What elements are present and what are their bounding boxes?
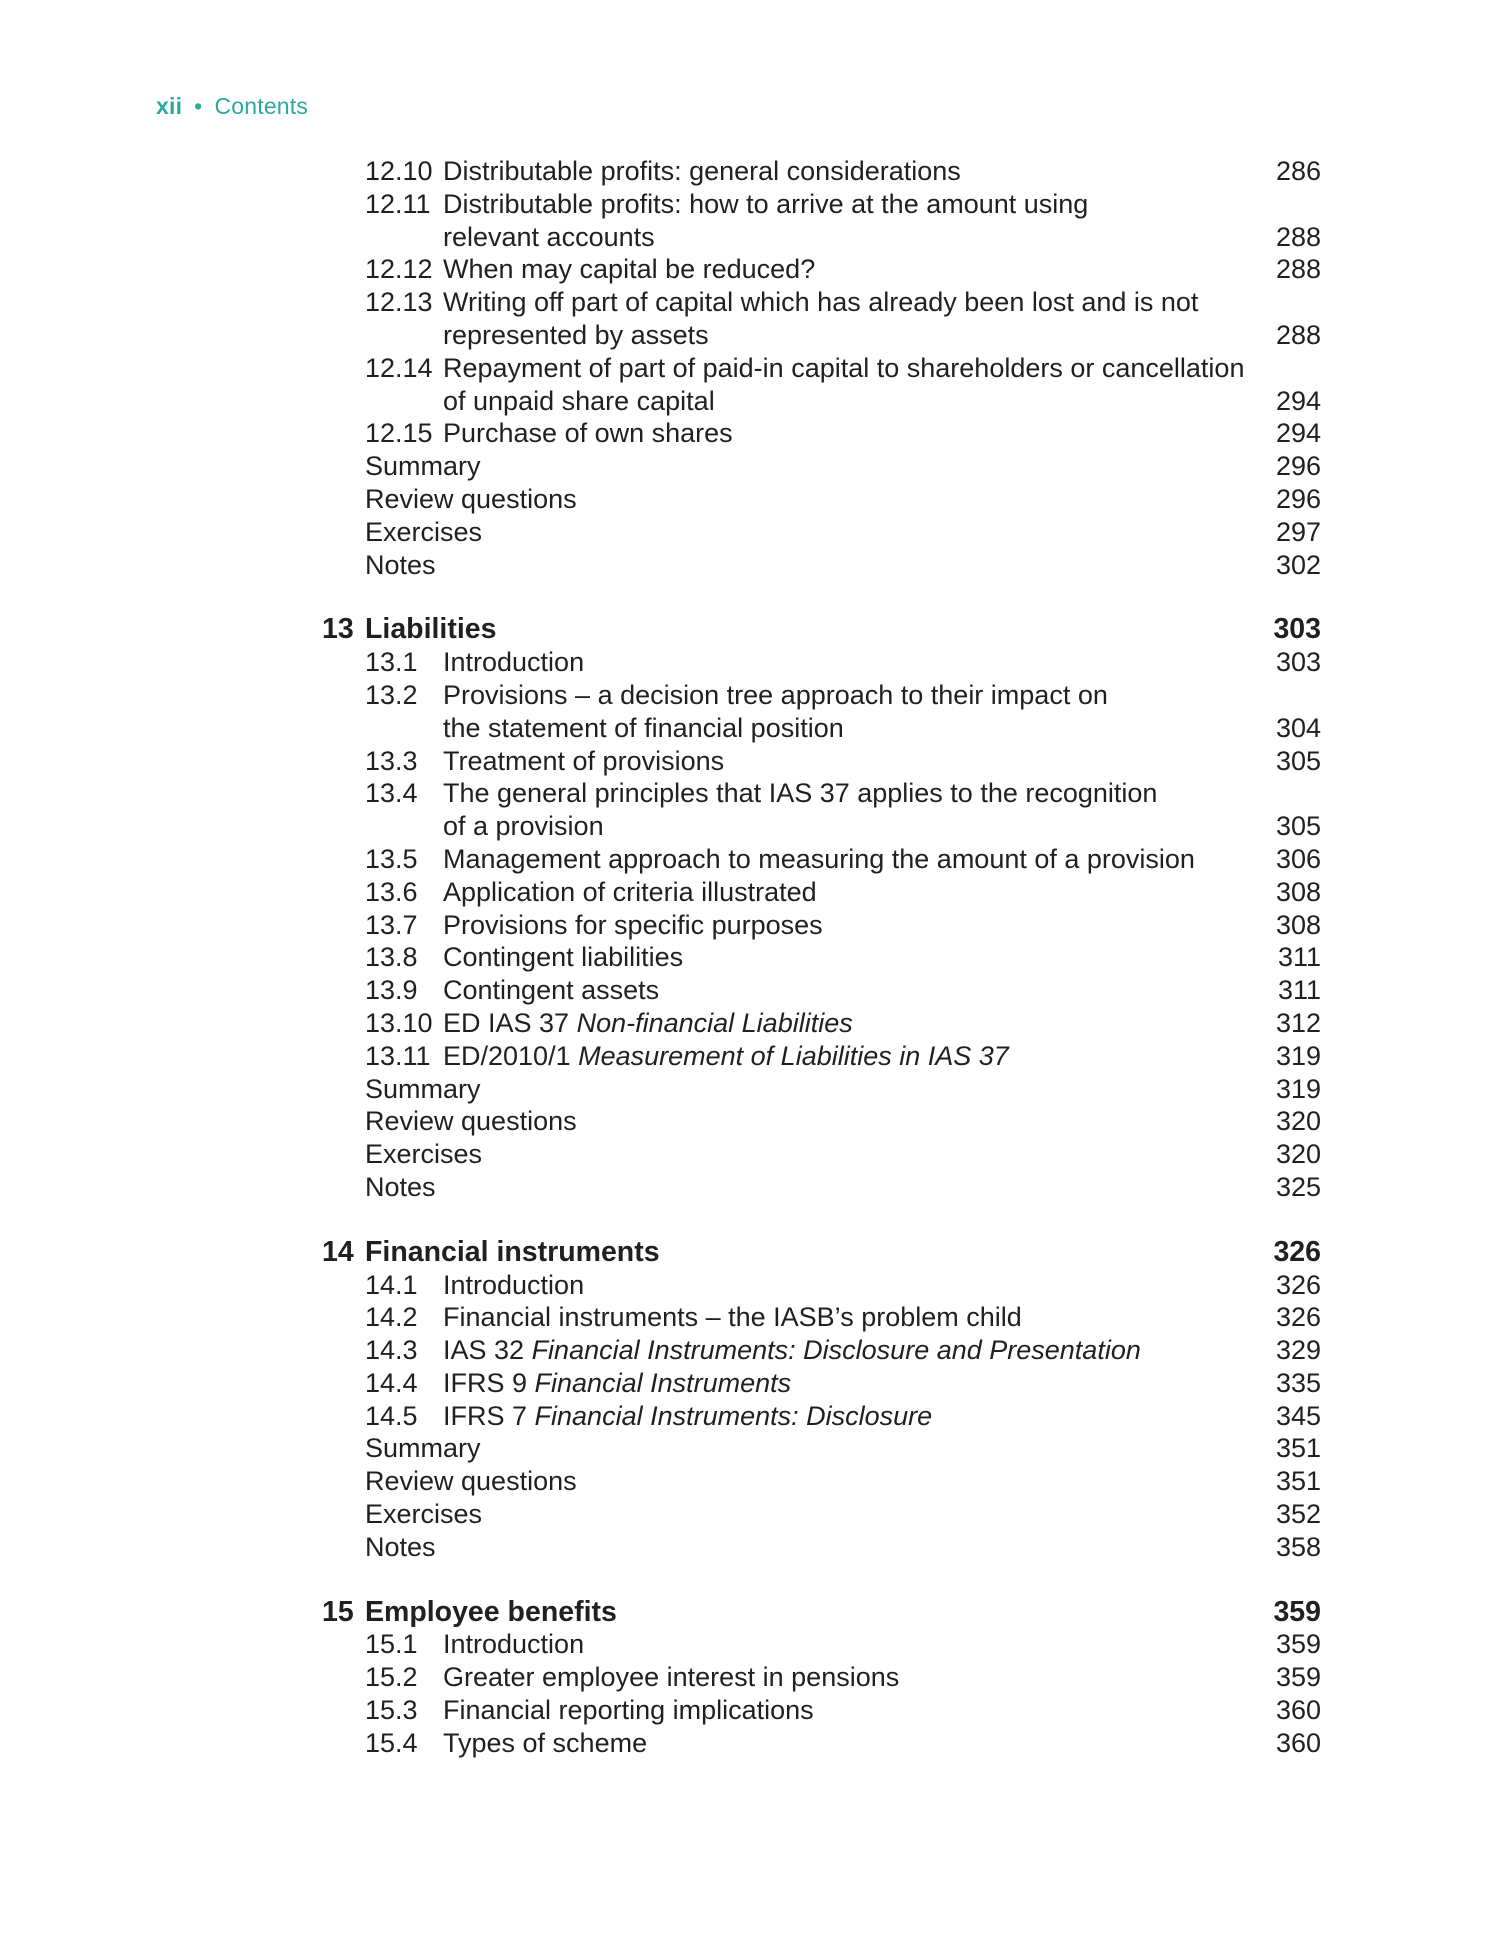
page-number: 311 — [1277, 975, 1321, 1006]
toc-exercises[interactable] — [0, 516, 1489, 549]
chapter-13 — [0, 613, 1489, 1203]
section-number: 15.1 — [365, 1629, 418, 1660]
chapter-heading[interactable] — [0, 1236, 1489, 1269]
section-title: Types of scheme — [443, 1727, 648, 1758]
page-number: 326 — [1275, 1302, 1321, 1333]
toc-entry[interactable] — [0, 188, 1489, 221]
bullet-separator: • — [194, 93, 203, 119]
end-matter-label: Summary — [365, 451, 481, 482]
page-number: 296 — [1275, 483, 1321, 514]
section-title: Provisions – a decision tree approach to their impact on — [443, 679, 1108, 710]
chapter-12-continued — [0, 155, 1489, 581]
toc-notes[interactable] — [0, 549, 1489, 582]
end-matter-label: Notes — [365, 1531, 436, 1562]
section-number: 13.10 — [365, 1007, 433, 1038]
chapter-number: 15 — [322, 1595, 354, 1628]
section-number: 13.2 — [365, 679, 418, 710]
section-number: 14.2 — [365, 1302, 418, 1333]
page-number: 360 — [1275, 1695, 1321, 1726]
section-title-continued: of unpaid share capital — [443, 385, 715, 416]
page-folio: xii — [156, 93, 183, 119]
section-number: 13.5 — [365, 843, 418, 874]
page-number: 319 — [1275, 1040, 1321, 1071]
toc-notes[interactable] — [0, 1171, 1489, 1204]
toc-entry-continuation[interactable] — [0, 385, 1489, 418]
section-title-continued: the statement of financial position — [443, 712, 844, 743]
toc-entry[interactable] — [0, 876, 1489, 909]
toc-entry[interactable] — [0, 745, 1489, 778]
section-number: 12.13 — [365, 287, 433, 318]
title-prefix: IAS 32 — [443, 1335, 532, 1366]
section-title: Introduction — [443, 647, 585, 678]
section-title: Contingent liabilities — [443, 942, 684, 973]
section-title: Contingent assets — [443, 975, 660, 1006]
title-prefix: ED/2010/1 — [443, 1040, 579, 1071]
page-number: 294 — [1275, 418, 1321, 449]
section-number: 13.9 — [365, 975, 418, 1006]
end-matter-label: Exercises — [365, 1139, 483, 1170]
toc-summary[interactable] — [0, 1432, 1489, 1465]
running-head-section: Contents — [214, 93, 309, 119]
section-number: 15.4 — [365, 1727, 418, 1758]
section-number: 12.15 — [365, 418, 433, 449]
toc-entry[interactable] — [0, 1661, 1489, 1694]
section-title: Provisions for specific purposes — [443, 909, 823, 940]
section-number: 13.3 — [365, 745, 418, 776]
page-number: 288 — [1275, 221, 1321, 252]
section-number: 14.3 — [365, 1335, 418, 1366]
toc-entry[interactable] — [0, 1334, 1489, 1367]
page-number: 360 — [1275, 1727, 1321, 1758]
section-title: Introduction — [443, 1269, 585, 1300]
section-title: Distributable profits: how to arrive at the amount using — [443, 188, 1089, 219]
toc-exercises[interactable] — [0, 1138, 1489, 1171]
toc-entry[interactable] — [0, 941, 1489, 974]
chapter-title: Employee benefits — [365, 1595, 617, 1628]
page-number: 288 — [1275, 319, 1321, 350]
toc-entry[interactable] — [0, 352, 1489, 385]
section-number: 12.12 — [365, 254, 433, 285]
chapter-spacer — [0, 1564, 1489, 1596]
section-number: 14.5 — [365, 1400, 418, 1431]
page-number: 286 — [1275, 156, 1321, 186]
chapter-heading[interactable] — [0, 613, 1489, 646]
end-matter-label: Notes — [365, 1171, 436, 1202]
title-prefix: IFRS 7 — [443, 1400, 535, 1431]
chapter-spacer — [0, 1204, 1489, 1236]
title-italic: Measurement of Liabilities in IAS 37 — [578, 1040, 1009, 1071]
title-italic: Financial Instruments: Disclosure — [534, 1400, 933, 1431]
toc-summary[interactable] — [0, 450, 1489, 483]
section-number: 14.4 — [365, 1367, 418, 1398]
chapter-title: Liabilities — [365, 613, 497, 646]
toc-entry[interactable] — [0, 646, 1489, 679]
section-title: Treatment of provisions — [443, 745, 725, 776]
page-number: 329 — [1275, 1335, 1321, 1366]
chapter-page-number: 303 — [1273, 613, 1321, 646]
section-number: 12.10 — [365, 156, 433, 186]
page-number: 297 — [1275, 516, 1321, 547]
toc-review-questions[interactable] — [0, 1105, 1489, 1138]
toc-entry-continuation[interactable] — [0, 319, 1489, 352]
toc-entry[interactable] — [0, 1007, 1489, 1040]
section-title — [443, 1367, 791, 1400]
page-number: 359 — [1275, 1629, 1321, 1660]
toc-entry[interactable] — [0, 843, 1489, 876]
section-number: 15.2 — [365, 1662, 418, 1693]
page-number: 296 — [1275, 451, 1321, 482]
chapter-page-number: 326 — [1273, 1235, 1321, 1268]
title-italic: Non-financial Liabilities — [576, 1007, 853, 1038]
section-title — [443, 1334, 1141, 1367]
toc-entry[interactable] — [0, 1367, 1489, 1400]
section-title: Management approach to measuring the amount of a provision — [443, 843, 1195, 874]
page-number: 320 — [1275, 1139, 1321, 1170]
section-title: Financial reporting implications — [443, 1695, 814, 1726]
toc-entry[interactable] — [0, 1301, 1489, 1334]
section-title — [443, 1007, 853, 1040]
toc-entry[interactable] — [0, 253, 1489, 286]
page-number: 305 — [1275, 745, 1321, 776]
end-matter-label: Review questions — [365, 1106, 577, 1137]
title-italic: Financial Instruments — [534, 1367, 792, 1398]
section-title-continued: of a provision — [443, 811, 604, 842]
page-number: 306 — [1275, 843, 1321, 874]
section-title: Greater employee interest in pensions — [443, 1662, 900, 1693]
page-number: 311 — [1277, 942, 1321, 973]
section-title-continued: relevant accounts — [443, 221, 655, 252]
toc-entry[interactable] — [0, 1628, 1489, 1661]
section-title — [443, 1400, 932, 1433]
chapter-number: 13 — [322, 613, 354, 646]
end-matter-label: Summary — [365, 1433, 481, 1464]
toc-exercises[interactable] — [0, 1498, 1489, 1531]
page-number: 335 — [1275, 1367, 1321, 1398]
section-number: 13.7 — [365, 909, 418, 940]
end-matter-label: Summary — [365, 1073, 481, 1104]
running-head — [156, 93, 308, 120]
page-number: 302 — [1275, 549, 1321, 580]
page-number: 304 — [1275, 712, 1321, 743]
toc-entry[interactable] — [0, 974, 1489, 1007]
chapter-heading[interactable] — [0, 1596, 1489, 1629]
chapter-spacer — [0, 581, 1489, 613]
title-italic: Financial Instruments: Disclosure and Presentation — [531, 1335, 1141, 1366]
section-title: Application of criteria illustrated — [443, 876, 817, 907]
toc-entry-continuation[interactable] — [0, 221, 1489, 254]
section-title-continued: represented by assets — [443, 319, 709, 350]
title-prefix: ED IAS 37 — [443, 1007, 577, 1038]
page-number: 305 — [1275, 811, 1321, 842]
toc-entry[interactable] — [0, 777, 1489, 810]
end-matter-label: Notes — [365, 549, 436, 580]
page-number: 294 — [1275, 385, 1321, 416]
page-number: 352 — [1275, 1499, 1321, 1530]
toc-entry[interactable] — [0, 1727, 1489, 1760]
section-number: 13.8 — [365, 942, 418, 973]
section-title: Writing off part of capital which has already been lost and is not — [443, 287, 1199, 318]
section-title: Distributable profits: general considerations — [443, 156, 961, 186]
section-number: 13.4 — [365, 778, 418, 809]
page-number: 303 — [1275, 647, 1321, 678]
chapter-number: 14 — [322, 1235, 354, 1268]
page-number: 312 — [1275, 1007, 1321, 1038]
page-number: 288 — [1275, 254, 1321, 285]
page-number: 320 — [1275, 1106, 1321, 1137]
chapter-title: Financial instruments — [365, 1235, 660, 1268]
toc-entry[interactable] — [0, 1269, 1489, 1302]
toc-review-questions[interactable] — [0, 1465, 1489, 1498]
section-title — [443, 1040, 1009, 1073]
page-number: 359 — [1275, 1662, 1321, 1693]
section-number: 12.14 — [365, 352, 433, 383]
toc-entry-continuation[interactable] — [0, 712, 1489, 745]
section-title: The general principles that IAS 37 applies to the recognition — [443, 778, 1158, 809]
toc-notes[interactable] — [0, 1531, 1489, 1564]
chapter-14 — [0, 1236, 1489, 1564]
page-number: 319 — [1275, 1073, 1321, 1104]
end-matter-label: Exercises — [365, 1499, 483, 1530]
section-number: 15.3 — [365, 1695, 418, 1726]
page-number: 345 — [1275, 1400, 1321, 1431]
toc-review-questions[interactable] — [0, 483, 1489, 516]
end-matter-label: Review questions — [365, 483, 577, 514]
section-number: 14.1 — [365, 1269, 418, 1300]
chapter-page-number: 359 — [1273, 1595, 1321, 1628]
page-number: 351 — [1275, 1466, 1321, 1497]
toc-entry-continuation[interactable] — [0, 810, 1489, 843]
section-title: Introduction — [443, 1629, 585, 1660]
page-number: 308 — [1275, 909, 1321, 940]
toc-entry[interactable] — [0, 909, 1489, 942]
end-matter-label: Review questions — [365, 1466, 577, 1497]
section-title: When may capital be reduced? — [443, 254, 816, 285]
end-matter-label: Exercises — [365, 516, 483, 547]
section-number: 13.11 — [365, 1040, 431, 1071]
chapter-15 — [0, 1596, 1489, 1760]
toc-entry[interactable] — [0, 1694, 1489, 1727]
page-number: 326 — [1275, 1269, 1321, 1300]
page-number: 325 — [1275, 1171, 1321, 1202]
toc-entry[interactable] — [0, 286, 1489, 319]
toc-entry[interactable] — [0, 1400, 1489, 1433]
section-title: Purchase of own shares — [443, 418, 733, 449]
page-number: 351 — [1275, 1433, 1321, 1464]
page-number: 308 — [1275, 876, 1321, 907]
section-title: Financial instruments – the IASB’s problem child — [443, 1302, 1022, 1333]
table-of-contents — [0, 155, 1489, 1760]
toc-entry[interactable] — [0, 417, 1489, 450]
section-title: Repayment of part of paid-in capital to shareholders or cancellation — [443, 352, 1245, 383]
toc-entry[interactable] — [0, 679, 1489, 712]
toc-summary[interactable] — [0, 1073, 1489, 1106]
section-number: 13.1 — [365, 647, 418, 678]
toc-entry[interactable] — [0, 155, 1489, 188]
toc-entry[interactable] — [0, 1040, 1489, 1073]
section-number: 13.6 — [365, 876, 418, 907]
page-number: 358 — [1275, 1531, 1321, 1562]
title-prefix: IFRS 9 — [443, 1367, 535, 1398]
section-number: 12.11 — [365, 188, 431, 219]
